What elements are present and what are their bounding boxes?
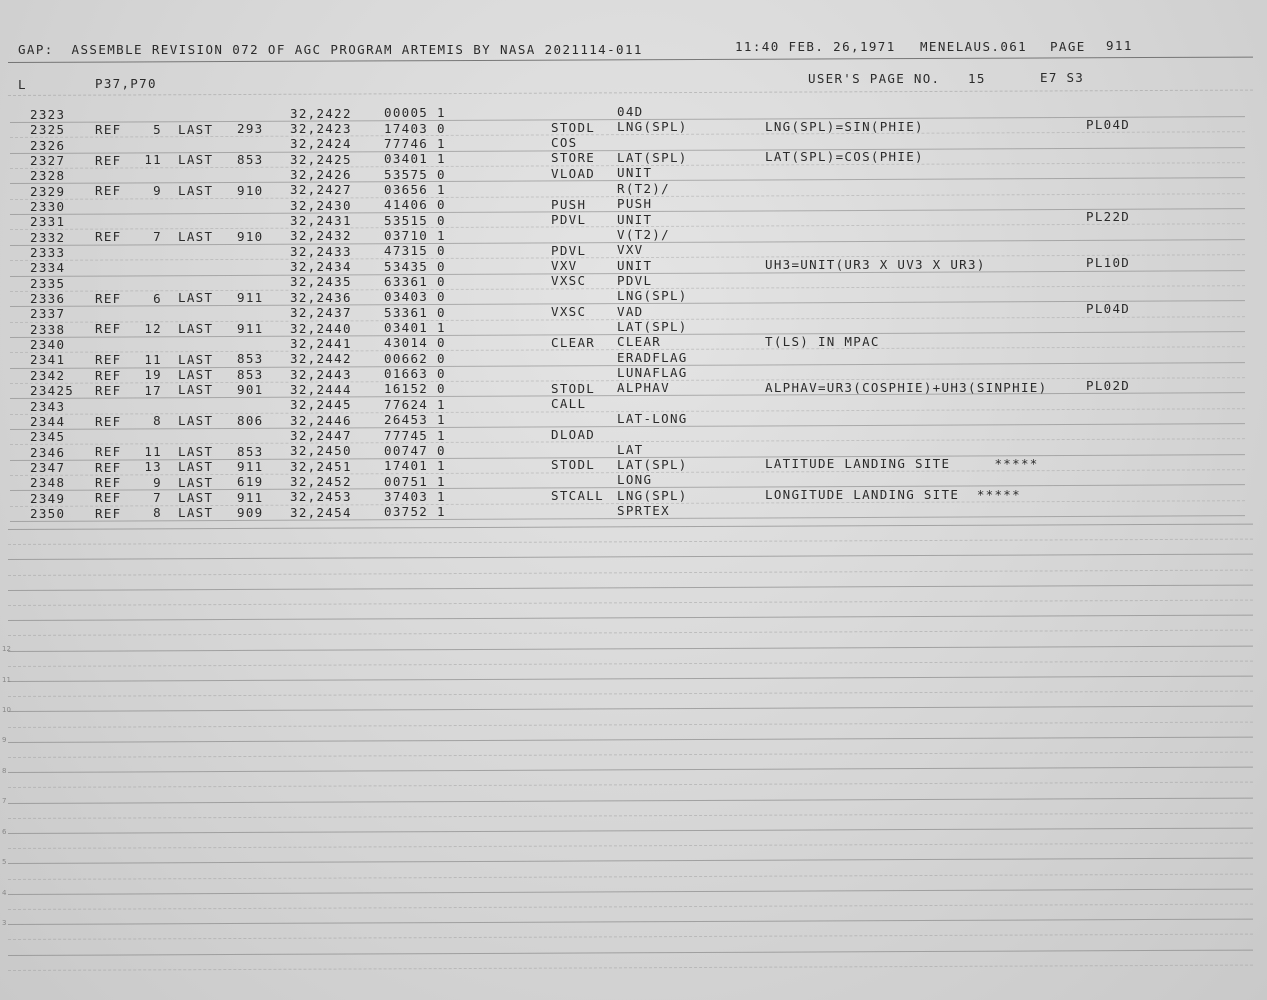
cell-last-number: 911 (237, 320, 264, 336)
cell-word: 43014 0 (384, 335, 446, 351)
paper-rule (8, 721, 1253, 727)
cell-line-number: 2327 (30, 152, 66, 168)
cell-last-number: 910 (237, 228, 264, 244)
header-tape: MENELAUS.061 (920, 39, 1028, 54)
paper-rule (8, 904, 1253, 910)
cell-operand: R(T2)/ (617, 180, 670, 196)
cell-word: 03401 1 (384, 320, 446, 336)
cell-line-number: 2337 (30, 306, 66, 322)
cell-operand: PDVL (617, 272, 653, 288)
cell-word: 00662 0 (384, 350, 446, 366)
cell-last: LAST (178, 413, 214, 429)
cell-comment: T(LS) IN MPAC (765, 333, 880, 349)
cell-operand: LUNAFLAG (617, 365, 688, 381)
cell-line-number: 2350 (30, 505, 66, 521)
cell-ref-number: 19 (144, 367, 162, 383)
paper-rule (8, 691, 1253, 697)
margin-mark: 8 (2, 767, 7, 775)
cell-word: 77746 1 (384, 135, 446, 151)
paper-rule (8, 797, 1253, 803)
cell-line-number: 2330 (30, 198, 66, 214)
header-page-number: 911 (1106, 38, 1133, 53)
cell-word: 03401 1 (384, 151, 446, 167)
cell-last-number: 853 (237, 366, 264, 382)
cell-opcode: STORE (551, 150, 596, 166)
cell-last: LAST (178, 321, 214, 337)
paper-rule (8, 782, 1253, 788)
cell-ref: REF (95, 459, 122, 475)
margin-mark: 3 (2, 919, 7, 927)
cell-comment: LONGITUDE LANDING SITE ***** (765, 487, 1021, 503)
cell-word: 01663 0 (384, 366, 446, 382)
cell-operand: LAT(SPL) (617, 150, 688, 166)
cell-address: 32,2425 (290, 151, 352, 167)
paper-rule (8, 584, 1253, 590)
cell-word: 03752 1 (384, 504, 446, 520)
cell-address: 32,2440 (290, 320, 352, 336)
cell-pushlist: PL10D (1086, 255, 1131, 271)
cell-last-number: 806 (237, 412, 264, 428)
paper-rule (8, 934, 1253, 940)
cell-line-number: 2333 (30, 245, 66, 260)
paper-rule (8, 964, 1253, 970)
cell-line-number: 2344 (30, 413, 66, 429)
paper-rule (8, 615, 1253, 621)
paper-rule (8, 843, 1253, 849)
cell-line-number: 2345 (30, 429, 66, 445)
cell-last-number: 293 (237, 121, 264, 137)
cell-ref: REF (95, 367, 122, 383)
cell-opcode: STCALL (551, 488, 604, 504)
cell-word: 17401 1 (384, 458, 446, 474)
cell-last: LAST (178, 367, 214, 383)
cell-opcode: VLOAD (551, 165, 596, 181)
cell-opcode: PDVL (551, 242, 587, 258)
cell-word: 03403 0 (384, 289, 446, 305)
cell-ref-number: 9 (153, 183, 162, 199)
paper-rule (8, 888, 1253, 894)
table-row (0, 117, 1267, 138)
paper-rule (8, 828, 1253, 834)
cell-last-number: 901 (237, 382, 264, 398)
cell-word: 63361 0 (384, 274, 446, 290)
cell-line-number: 2336 (30, 291, 66, 307)
cell-word: 77624 1 (384, 396, 446, 412)
cell-comment: LNG(SPL)=SIN(PHIE) (765, 118, 924, 134)
cell-last: LAST (178, 382, 214, 398)
cell-word: 41406 0 (384, 197, 446, 213)
cell-ref-number: 8 (153, 413, 162, 429)
cell-last: LAST (178, 474, 214, 490)
cell-ref-number: 5 (153, 121, 162, 137)
cell-last: LAST (178, 459, 214, 475)
cell-comment: UH3=UNIT(UR3 X UV3 X UR3) (765, 256, 986, 272)
cell-ref: REF (95, 183, 122, 199)
cell-operand: SPRTEX (617, 503, 670, 519)
cell-operand: PUSH (617, 196, 653, 212)
margin-mark: 11 (2, 676, 11, 684)
cell-line-number: 2338 (30, 321, 66, 337)
cell-address: 32,2427 (290, 182, 352, 198)
cell-operand: LAT (617, 441, 644, 457)
cell-last-number: 853 (237, 151, 264, 167)
cell-operand: CLEAR (617, 334, 662, 350)
cell-line-number: 2326 (30, 137, 66, 153)
margin-mark: 4 (2, 889, 7, 897)
cell-last-number: 909 (237, 504, 264, 520)
cell-word: 77745 1 (384, 427, 446, 443)
paper-rule (8, 524, 1253, 530)
cell-last: LAST (178, 489, 214, 505)
cell-ref: REF (95, 290, 122, 306)
cell-ref: REF (95, 229, 122, 245)
paper-rule (8, 736, 1253, 742)
cell-ref: REF (95, 505, 122, 521)
cell-address: 32,2444 (290, 381, 352, 397)
cell-operand: LNG(SPL) (617, 487, 688, 503)
cell-address: 32,2423 (290, 120, 352, 136)
cell-last-number: 619 (237, 474, 264, 490)
paper-rule (8, 554, 1253, 560)
cell-opcode: COS (551, 135, 578, 151)
cell-address: 32,2424 (290, 136, 352, 152)
cell-opcode: VXSC (551, 303, 587, 319)
cell-ref: REF (95, 321, 122, 337)
cell-last: LAST (178, 121, 214, 137)
cell-address: 32,2430 (290, 197, 352, 213)
cell-line-number: 2334 (30, 260, 66, 276)
cell-operand: ALPHAV (617, 380, 670, 396)
paper-rule (8, 676, 1253, 682)
paper-rule (8, 706, 1253, 712)
cell-address: 32,2443 (290, 366, 352, 382)
cell-address: 32,2432 (290, 228, 352, 244)
cell-last-number: 853 (237, 443, 264, 459)
cell-address: 32,2445 (290, 397, 352, 413)
cell-last: LAST (178, 228, 214, 244)
cell-last-number: 910 (237, 182, 264, 198)
cell-ref-number: 11 (144, 444, 162, 460)
subheader-marker: L (18, 77, 27, 92)
cell-operand: LONG (617, 472, 653, 488)
cell-address: 32,2422 (290, 105, 352, 121)
cell-operand: LAT(SPL) (617, 318, 688, 334)
cell-word: 37403 1 (384, 488, 446, 504)
cell-opcode: VXV (551, 257, 578, 273)
cell-opcode: PUSH (551, 196, 587, 212)
cell-line-number: 2323 (30, 106, 66, 122)
cell-line-number: 2348 (30, 475, 66, 491)
cell-ref-number: 11 (144, 152, 162, 168)
cell-ref-number: 11 (144, 351, 162, 367)
paper-rule (8, 569, 1253, 575)
cell-comment: LATITUDE LANDING SITE ***** (765, 456, 1039, 472)
cell-operand: VAD (617, 303, 644, 319)
cell-address: 32,2454 (290, 504, 352, 520)
cell-last: LAST (178, 182, 214, 198)
cell-ref-number: 7 (153, 490, 162, 506)
paper-rule (8, 919, 1253, 925)
cell-pushlist: PL04D (1086, 117, 1131, 133)
paper-rule (8, 752, 1253, 758)
paper-rule (8, 767, 1253, 773)
cell-address: 32,2451 (290, 458, 352, 474)
cell-line-number: 23425 (30, 383, 75, 399)
cell-opcode: DLOAD (551, 426, 596, 442)
cell-line-number: 2332 (30, 229, 66, 245)
cell-word: 53575 0 (384, 166, 446, 182)
cell-last: LAST (178, 505, 214, 521)
cell-address: 32,2431 (290, 213, 352, 229)
cell-ref: REF (95, 352, 122, 368)
cell-opcode: STODL (551, 380, 596, 396)
cell-address: 32,2433 (290, 243, 352, 259)
margin-mark: 5 (2, 858, 7, 866)
cell-last-number: 911 (237, 290, 264, 306)
header-date: 11:40 FEB. 26,1971 (735, 39, 896, 54)
cell-last: LAST (178, 351, 214, 367)
cell-line-number: 2349 (30, 490, 66, 506)
cell-address: 32,2437 (290, 305, 352, 321)
cell-pushlist: PL02D (1086, 378, 1131, 394)
cell-ref-number: 8 (153, 505, 162, 521)
cell-address: 32,2447 (290, 427, 352, 443)
paper-rule (8, 873, 1253, 879)
cell-opcode: VXSC (551, 273, 587, 289)
cell-word: 00747 0 (384, 442, 446, 458)
paper-rule (8, 539, 1253, 545)
paper-rule (8, 90, 1253, 96)
cell-word: 53361 0 (384, 304, 446, 320)
cell-opcode: CLEAR (551, 334, 596, 350)
subheader-users-page-number: 15 (968, 71, 986, 86)
paper-rule (8, 858, 1253, 864)
cell-last: LAST (178, 443, 214, 459)
cell-address: 32,2453 (290, 489, 352, 505)
cell-operand: UNIT (617, 165, 653, 181)
cell-ref-number: 12 (144, 321, 162, 337)
cell-ref: REF (95, 474, 122, 490)
cell-comment: LAT(SPL)=COS(PHIE) (765, 149, 924, 165)
cell-address: 32,2436 (290, 289, 352, 305)
cell-operand: UNIT (617, 211, 653, 227)
cell-line-number: 2346 (30, 444, 66, 460)
cell-word: 17403 0 (384, 120, 446, 136)
cell-ref-number: 13 (144, 459, 162, 475)
cell-word: 16152 0 (384, 381, 446, 397)
cell-ref-number: 17 (144, 382, 162, 398)
cell-line-number: 2347 (30, 459, 66, 475)
cell-opcode: STODL (551, 119, 596, 135)
cell-operand: UNIT (617, 257, 653, 273)
cell-word: 53515 0 (384, 212, 446, 228)
cell-word: 26453 1 (384, 412, 446, 428)
cell-operand: LNG(SPL) (617, 288, 688, 304)
margin-mark: 9 (2, 736, 7, 744)
cell-opcode: PDVL (551, 211, 587, 227)
cell-ref-number: 9 (153, 474, 162, 490)
cell-word: 53435 0 (384, 258, 446, 274)
cell-line-number: 2328 (30, 168, 66, 184)
cell-address: 32,2441 (290, 335, 352, 351)
cell-operand: LAT-LONG (617, 411, 688, 427)
cell-operand: V(T2)/ (617, 226, 670, 242)
cell-ref-number: 6 (153, 290, 162, 306)
cell-line-number: 2331 (30, 214, 66, 230)
cell-address: 32,2446 (290, 412, 352, 428)
cell-line-number: 2335 (30, 275, 66, 291)
cell-opcode: STODL (551, 457, 596, 473)
paper-rule (8, 949, 1253, 955)
cell-line-number: 2325 (30, 122, 66, 138)
cell-address: 32,2442 (290, 351, 352, 367)
cell-address: 32,2435 (290, 274, 352, 290)
margin-mark: 6 (2, 828, 7, 836)
cell-address: 32,2452 (290, 474, 352, 490)
paper-rule (8, 645, 1253, 651)
cell-line-number: 2343 (30, 398, 66, 414)
cell-ref: REF (95, 413, 122, 429)
cell-line-number: 2341 (30, 352, 66, 368)
subheader-programs: P37,P70 (95, 76, 157, 91)
margin-mark: 12 (2, 645, 11, 653)
cell-word: 03710 1 (384, 227, 446, 243)
cell-operand: 04D (617, 104, 644, 120)
cell-address: 32,2434 (290, 259, 352, 275)
cell-operand: LNG(SPL) (617, 119, 688, 135)
subheader-code: E7 S3 (1040, 70, 1085, 85)
paper-rule (8, 57, 1253, 63)
header-page-label: PAGE (1050, 39, 1086, 54)
cell-ref: REF (95, 444, 122, 460)
cell-line-number: 2340 (30, 337, 66, 353)
cell-last-number: 911 (237, 489, 264, 505)
paper-rule (8, 600, 1253, 606)
cell-ref-number: 7 (153, 229, 162, 245)
header-title: GAP: ASSEMBLE REVISION 072 OF AGC PROGRAM ARTEMIS BY NASA 2021114-011 (18, 42, 643, 57)
margin-mark: 10 (2, 706, 11, 714)
cell-opcode: CALL (551, 396, 587, 412)
cell-last-number: 911 (237, 458, 264, 474)
cell-ref: REF (95, 490, 122, 506)
cell-word: 00751 1 (384, 473, 446, 489)
cell-address: 32,2426 (290, 167, 352, 183)
cell-address: 32,2450 (290, 443, 352, 459)
cell-pushlist: PL22D (1086, 209, 1131, 225)
cell-word: 47315 0 (384, 243, 446, 259)
cell-last: LAST (178, 290, 214, 306)
paper-rule (8, 630, 1253, 636)
paper-rule (8, 812, 1253, 818)
cell-comment: ALPHAV=UR3(COSPHIE)+UH3(SINPHIE) (765, 379, 1048, 395)
cell-word: 00005 1 (384, 105, 446, 121)
cell-last-number: 853 (237, 351, 264, 367)
cell-operand: VXV (617, 242, 644, 258)
cell-ref: REF (95, 152, 122, 168)
paper-rule (8, 660, 1253, 666)
margin-mark: 7 (2, 797, 7, 805)
cell-operand: ERADFLAG (617, 349, 688, 365)
cell-last: LAST (178, 152, 214, 168)
cell-ref: REF (95, 121, 122, 137)
cell-line-number: 2329 (30, 183, 66, 199)
cell-operand: LAT(SPL) (617, 457, 688, 473)
cell-ref: REF (95, 382, 122, 398)
cell-pushlist: PL04D (1086, 301, 1131, 317)
subheader-users-page-label: USER'S PAGE NO. (808, 71, 941, 86)
cell-word: 03656 1 (384, 181, 446, 197)
cell-line-number: 2342 (30, 367, 66, 383)
